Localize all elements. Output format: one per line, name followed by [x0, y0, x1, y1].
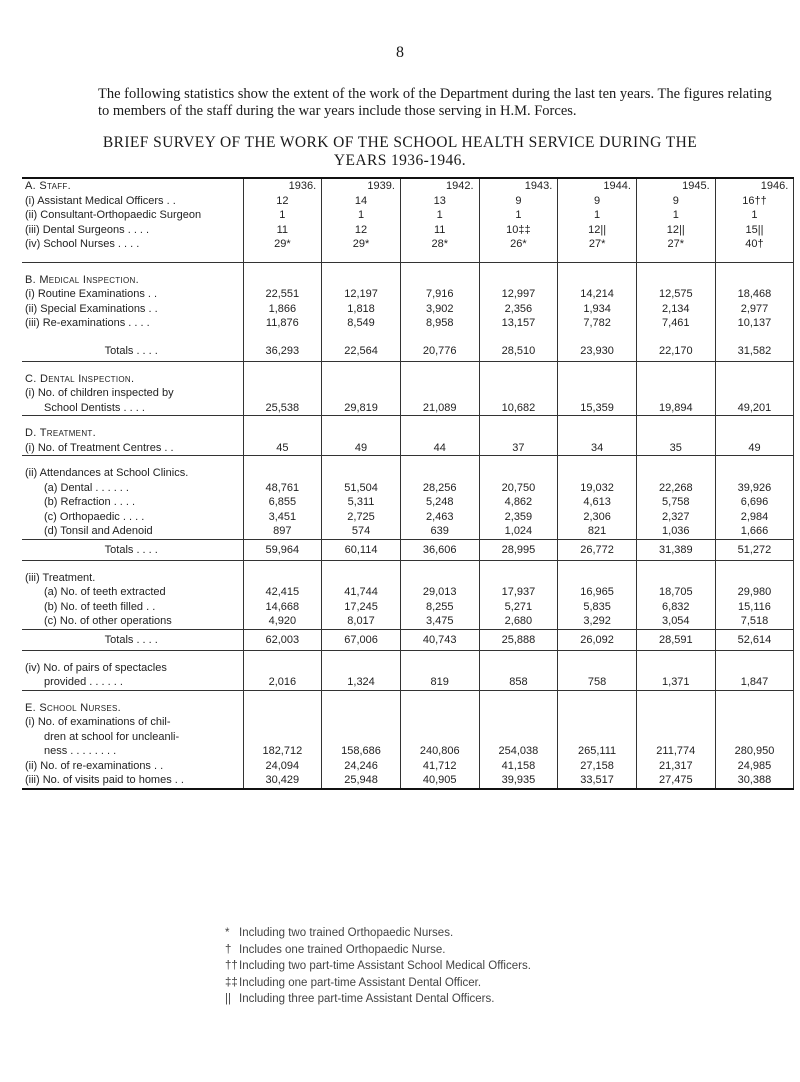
- table-cell: 9: [479, 194, 558, 209]
- spacer-row: [22, 560, 794, 571]
- footnote-text: Including three part-time Assistant Dental Officers.: [239, 993, 495, 1005]
- table-cell: 27,475: [636, 773, 715, 789]
- table-cell: 9: [558, 194, 637, 209]
- table-cell: 254,038: [479, 744, 558, 759]
- table-cell: 25,538: [243, 401, 322, 416]
- year-header: 1945.: [636, 178, 715, 194]
- table-row: [22, 744, 794, 759]
- footnotes: [225, 925, 785, 1008]
- table-row: [22, 773, 794, 789]
- table-cell: 2,977: [715, 302, 794, 317]
- footnote: [225, 975, 785, 992]
- table-cell: 1: [558, 208, 637, 223]
- table-cell: 39,926: [715, 481, 794, 496]
- table-cell: 21,317: [636, 759, 715, 774]
- table-cell: 14,668: [243, 600, 322, 615]
- section-row: [22, 426, 794, 441]
- table-cell: 52,614: [715, 629, 794, 650]
- table-cell: 819: [400, 675, 479, 690]
- table-row: [22, 715, 794, 730]
- table-cell: 1,818: [322, 302, 401, 317]
- table-row: [22, 585, 794, 600]
- table-cell: 49,201: [715, 401, 794, 416]
- table-cell: 40,905: [400, 773, 479, 789]
- table-cell: 31,389: [636, 539, 715, 560]
- table-cell: 37: [479, 441, 558, 456]
- table-cell: 265,111: [558, 744, 637, 759]
- section-row: [22, 466, 794, 481]
- footnote: [225, 925, 785, 942]
- row-label: (ii) Special Examinations . .: [22, 302, 243, 317]
- table-cell: 2,327: [636, 510, 715, 525]
- statistics-table: [22, 177, 794, 790]
- table-row: [22, 441, 794, 456]
- table-cell: 28,510: [479, 341, 558, 362]
- table-cell: 28,995: [479, 539, 558, 560]
- table-row: [22, 600, 794, 615]
- table-cell: 20,750: [479, 481, 558, 496]
- table-cell: 4,613: [558, 495, 637, 510]
- table-cell: 16††: [715, 194, 794, 209]
- section-row: [22, 372, 794, 387]
- table-cell: 10,137: [715, 316, 794, 331]
- section-title-staff: A. Staff.: [22, 178, 243, 194]
- table-cell: 25,948: [322, 773, 401, 789]
- row-label: (b) Refraction . . . .: [22, 495, 243, 510]
- table-cell: 30,429: [243, 773, 322, 789]
- table-cell: 1: [715, 208, 794, 223]
- table-cell: 1,024: [479, 524, 558, 539]
- table-cell: 3,902: [400, 302, 479, 317]
- year-header: 1943.: [479, 178, 558, 194]
- table-cell: 897: [243, 524, 322, 539]
- table-cell: 13: [400, 194, 479, 209]
- table-cell: 574: [322, 524, 401, 539]
- table-cell: 2,984: [715, 510, 794, 525]
- table-row: [22, 386, 794, 401]
- table-cell: 36,293: [243, 341, 322, 362]
- table-cell: 13,157: [479, 316, 558, 331]
- year-header: 1936.: [243, 178, 322, 194]
- table-cell: 2,306: [558, 510, 637, 525]
- table-cell: 45: [243, 441, 322, 456]
- spacer-row: [22, 361, 794, 372]
- table-cell: 15,359: [558, 401, 637, 416]
- table-cell: 3,475: [400, 614, 479, 629]
- footnote: [225, 991, 785, 1008]
- table-cell: 10,682: [479, 401, 558, 416]
- table-cell: 41,712: [400, 759, 479, 774]
- table-cell: 25,888: [479, 629, 558, 650]
- staff-header-row: [22, 178, 794, 194]
- footnote: [225, 958, 785, 975]
- year-header: 1944.: [558, 178, 637, 194]
- section-row: [22, 571, 794, 586]
- subsection-title-dental-treatment: (iii) Treatment.: [22, 571, 243, 586]
- section-title-treatment: D. Treatment.: [22, 426, 243, 441]
- table-row: [22, 675, 794, 690]
- footnote: [225, 942, 785, 959]
- table-cell: 6,696: [715, 495, 794, 510]
- table-cell: 211,774: [636, 744, 715, 759]
- heading-line-2: YEARS 1936-1946.: [333, 152, 467, 169]
- table-cell: 28*: [400, 237, 479, 252]
- row-label: (c) No. of other operations: [22, 614, 243, 629]
- footnote-text: Includes one trained Orthopaedic Nurse.: [239, 943, 446, 956]
- table-cell: 1: [243, 208, 322, 223]
- table-cell: 1,934: [558, 302, 637, 317]
- table-cell: 8,958: [400, 316, 479, 331]
- row-label: (iii) No. of visits paid to homes . .: [22, 773, 243, 789]
- table-cell: 1,036: [636, 524, 715, 539]
- table-cell: 27*: [636, 237, 715, 252]
- table-cell: 2,463: [400, 510, 479, 525]
- table-cell: 10‡‡: [479, 223, 558, 238]
- table-row: [22, 194, 794, 209]
- table-cell: 22,564: [322, 341, 401, 362]
- section-title-dental: C. Dental Inspection.: [22, 372, 243, 387]
- table-cell: 4,920: [243, 614, 322, 629]
- table-cell: 19,032: [558, 481, 637, 496]
- table-cell: 7,916: [400, 287, 479, 302]
- row-label: (i) No. of Treatment Centres . .: [22, 441, 243, 456]
- table-row: [22, 759, 794, 774]
- table-cell: 15,116: [715, 600, 794, 615]
- table-cell: 2,134: [636, 302, 715, 317]
- table-cell: 33,517: [558, 773, 637, 789]
- spacer-row: [22, 690, 794, 701]
- table-cell: 29*: [322, 237, 401, 252]
- table-cell: 1,866: [243, 302, 322, 317]
- footnote-text: Including two trained Orthopaedic Nurses.: [239, 927, 454, 939]
- table-cell: 59,964: [243, 539, 322, 560]
- table-cell: 1,371: [636, 675, 715, 690]
- table-cell: 28,591: [636, 629, 715, 650]
- table-row: [22, 661, 794, 676]
- table-cell: 24,094: [243, 759, 322, 774]
- table-cell: 29,980: [715, 585, 794, 600]
- table-cell: 17,937: [479, 585, 558, 600]
- table-cell: 182,712: [243, 744, 322, 759]
- table-cell: 6,832: [636, 600, 715, 615]
- table-cell: 31,582: [715, 341, 794, 362]
- table-cell: 5,835: [558, 600, 637, 615]
- row-label: (iii) Dental Surgeons . . . .: [22, 223, 243, 238]
- table-cell: 2,359: [479, 510, 558, 525]
- table-cell: 44: [400, 441, 479, 456]
- totals-label: Totals . . . .: [22, 629, 243, 650]
- footnote-symbol: †: [225, 943, 232, 956]
- totals-row: [22, 539, 794, 560]
- table-row: [22, 481, 794, 496]
- row-label: (ii) Consultant-Orthopaedic Surgeon: [22, 208, 243, 223]
- table-cell: 22,268: [636, 481, 715, 496]
- table-row: [22, 401, 794, 416]
- table-cell: 23,930: [558, 341, 637, 362]
- table-cell: 49: [715, 441, 794, 456]
- table-cell: 40†: [715, 237, 794, 252]
- spacer-row: [22, 252, 794, 263]
- table-cell: 49: [322, 441, 401, 456]
- table-cell: 41,744: [322, 585, 401, 600]
- table-cell: 1,324: [322, 675, 401, 690]
- table-cell: 1: [400, 208, 479, 223]
- table-cell: 27,158: [558, 759, 637, 774]
- table-cell: 19,894: [636, 401, 715, 416]
- table-cell: 14,214: [558, 287, 637, 302]
- table-cell: 12||: [558, 223, 637, 238]
- table-cell: 12,997: [479, 287, 558, 302]
- totals-label: Totals . . . .: [22, 341, 243, 362]
- table-cell: 22,551: [243, 287, 322, 302]
- table-cell: 858: [479, 675, 558, 690]
- heading-line-1: BRIEF SURVEY OF THE WORK OF THE SCHOOL HEALTH SERVICE DURING THE: [102, 134, 698, 151]
- table-row: [22, 730, 794, 745]
- row-label: (iv) No. of pairs of spectacles: [22, 661, 243, 676]
- row-label: (a) Dental . . . . . .: [22, 481, 243, 496]
- table-cell: 15||: [715, 223, 794, 238]
- table-cell: 17,245: [322, 600, 401, 615]
- table-cell: 24,985: [715, 759, 794, 774]
- table-cell: 62,003: [243, 629, 322, 650]
- table-cell: 22,170: [636, 341, 715, 362]
- footnote-text: Including two part-time Assistant School Medical Officers.: [239, 960, 531, 972]
- table-cell: 34: [558, 441, 637, 456]
- table-cell: 27*: [558, 237, 637, 252]
- table-cell: 36,606: [400, 539, 479, 560]
- table-cell: 2,356: [479, 302, 558, 317]
- row-label: (i) Assistant Medical Officers . .: [22, 194, 243, 209]
- table-cell: 29,013: [400, 585, 479, 600]
- totals-row: [22, 341, 794, 362]
- table-row: [22, 287, 794, 302]
- table-cell: 18,468: [715, 287, 794, 302]
- table-cell: 60,114: [322, 539, 401, 560]
- table-cell: 240,806: [400, 744, 479, 759]
- table-cell: 29*: [243, 237, 322, 252]
- row-label-cont: School Dentists . . . .: [22, 401, 243, 416]
- footnote-symbol: ‡‡: [225, 976, 238, 989]
- table-cell: 11: [243, 223, 322, 238]
- spacer-row: [22, 650, 794, 661]
- table-cell: 12: [322, 223, 401, 238]
- table-cell: 758: [558, 675, 637, 690]
- table-cell: 7,461: [636, 316, 715, 331]
- table-cell: 639: [400, 524, 479, 539]
- row-label: (c) Orthopaedic . . . .: [22, 510, 243, 525]
- table-cell: 29,819: [322, 401, 401, 416]
- table-cell: 2,016: [243, 675, 322, 690]
- spacer-row: [22, 262, 794, 273]
- table-cell: 51,272: [715, 539, 794, 560]
- table-cell: 30,388: [715, 773, 794, 789]
- row-label: (i) Routine Examinations . .: [22, 287, 243, 302]
- table-cell: 9: [636, 194, 715, 209]
- table-cell: 12||: [636, 223, 715, 238]
- table-cell: 7,782: [558, 316, 637, 331]
- table-cell: 41,158: [479, 759, 558, 774]
- table-cell: 158,686: [322, 744, 401, 759]
- page-number: 8: [396, 44, 404, 61]
- table-cell: 5,271: [479, 600, 558, 615]
- table-cell: 26,772: [558, 539, 637, 560]
- table-row: [22, 302, 794, 317]
- table-cell: 8,549: [322, 316, 401, 331]
- table-cell: 5,758: [636, 495, 715, 510]
- table-cell: 11,876: [243, 316, 322, 331]
- table-cell: 1,847: [715, 675, 794, 690]
- table-row: [22, 316, 794, 331]
- table-cell: 7,518: [715, 614, 794, 629]
- table-cell: 51,504: [322, 481, 401, 496]
- table-cell: 12,575: [636, 287, 715, 302]
- totals-row: [22, 629, 794, 650]
- table-cell: 11: [400, 223, 479, 238]
- table-cell: 40,743: [400, 629, 479, 650]
- table-cell: 4,862: [479, 495, 558, 510]
- table-cell: 67,006: [322, 629, 401, 650]
- table-cell: 12: [243, 194, 322, 209]
- section-title-medical: B. Medical Inspection.: [22, 273, 243, 288]
- row-label: (ii) No. of re-examinations . .: [22, 759, 243, 774]
- table-cell: 280,950: [715, 744, 794, 759]
- row-label: (b) No. of teeth filled . .: [22, 600, 243, 615]
- spacer-row: [22, 331, 794, 341]
- table-cell: 5,311: [322, 495, 401, 510]
- table-cell: 1: [322, 208, 401, 223]
- table-row: [22, 614, 794, 629]
- table-cell: 24,246: [322, 759, 401, 774]
- spacer-row: [22, 416, 794, 427]
- table-cell: 1: [479, 208, 558, 223]
- year-header: 1946.: [715, 178, 794, 194]
- section-title-nurses: E. School Nurses.: [22, 701, 243, 716]
- totals-label: Totals . . . .: [22, 539, 243, 560]
- table-cell: 12,197: [322, 287, 401, 302]
- table-cell: 39,935: [479, 773, 558, 789]
- table-row: [22, 208, 794, 223]
- table-cell: 2,725: [322, 510, 401, 525]
- intro-paragraph: The following statistics show the extent of the work of the Department during the last ten years. The figures relating to members of the staff during the war years include those serving in H.M. Forces.: [98, 86, 772, 119]
- section-row: [22, 701, 794, 716]
- row-label-cont: ness . . . . . . . .: [22, 744, 243, 759]
- table-cell: 1: [636, 208, 715, 223]
- row-label: (i) No. of children inspected by: [22, 386, 243, 401]
- table-cell: 20,776: [400, 341, 479, 362]
- table-row: [22, 495, 794, 510]
- table-cell: 42,415: [243, 585, 322, 600]
- section-row: [22, 273, 794, 288]
- table-cell: 8,017: [322, 614, 401, 629]
- table-row: [22, 524, 794, 539]
- table-row: [22, 223, 794, 238]
- footnote-text: Including one part-time Assistant Dental Officer.: [239, 976, 482, 989]
- table-cell: 48,761: [243, 481, 322, 496]
- table-cell: 6,855: [243, 495, 322, 510]
- table-cell: 16,965: [558, 585, 637, 600]
- table-cell: 821: [558, 524, 637, 539]
- table-row: [22, 237, 794, 252]
- table-cell: 26*: [479, 237, 558, 252]
- row-label: (a) No. of teeth extracted: [22, 585, 243, 600]
- subsection-title-clinics: (ii) Attendances at School Clinics.: [22, 466, 243, 481]
- row-label: (d) Tonsil and Adenoid: [22, 524, 243, 539]
- table-cell: 3,292: [558, 614, 637, 629]
- row-label: (iv) School Nurses . . . .: [22, 237, 243, 252]
- year-header: 1942.: [400, 178, 479, 194]
- row-label: (iii) Re-examinations . . . .: [22, 316, 243, 331]
- table-cell: 35: [636, 441, 715, 456]
- table-cell: 18,705: [636, 585, 715, 600]
- table-cell: 5,248: [400, 495, 479, 510]
- footnote-symbol: ††: [225, 960, 238, 972]
- table-cell: 2,680: [479, 614, 558, 629]
- row-label-cont: provided . . . . . .: [22, 675, 243, 690]
- table-cell: 28,256: [400, 481, 479, 496]
- spacer-row: [22, 456, 794, 467]
- year-header: 1939.: [322, 178, 401, 194]
- table-cell: 1,666: [715, 524, 794, 539]
- table-row: [22, 510, 794, 525]
- table-heading: [20, 134, 780, 170]
- row-label-cont: dren at school for uncleanli-: [22, 730, 243, 745]
- table-cell: 8,255: [400, 600, 479, 615]
- table-cell: 3,054: [636, 614, 715, 629]
- footnote-symbol: ||: [225, 993, 231, 1005]
- table-cell: 21,089: [400, 401, 479, 416]
- table-cell: 3,451: [243, 510, 322, 525]
- table-cell: 14: [322, 194, 401, 209]
- footnote-symbol: *: [225, 927, 230, 939]
- row-label: (i) No. of examinations of chil-: [22, 715, 243, 730]
- table-cell: 26,092: [558, 629, 637, 650]
